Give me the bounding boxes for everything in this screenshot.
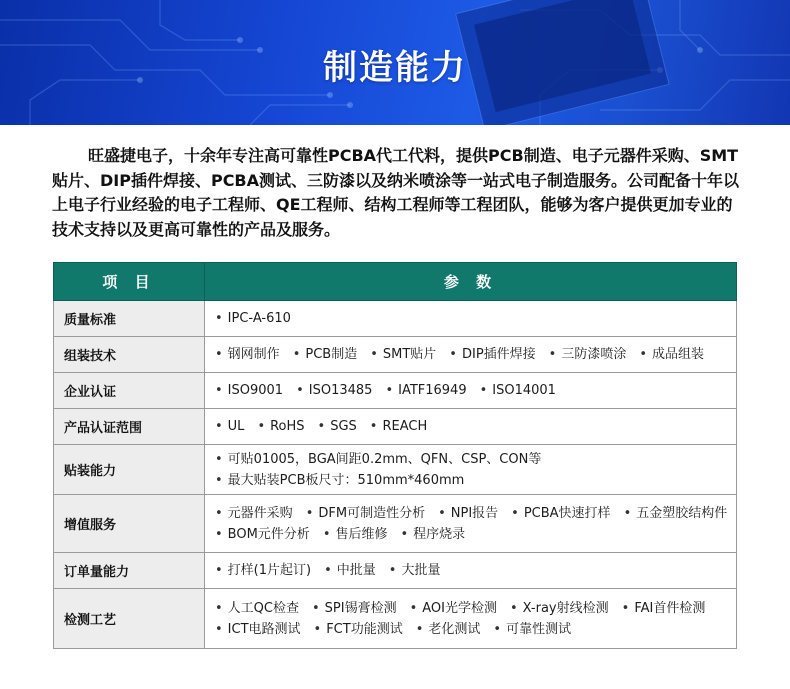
- value-chip: • AOI光学检测: [410, 601, 497, 616]
- value-chip: • FCT功能测试: [314, 622, 403, 637]
- value-line: [215, 416, 736, 437]
- value-chip: • 可靠性测试: [493, 622, 571, 637]
- table-row: [54, 337, 737, 373]
- value-chip: • SMT贴片: [370, 347, 436, 362]
- row-values: [205, 337, 737, 373]
- table-header-row: [54, 263, 737, 301]
- table-row: [54, 373, 737, 409]
- value-chip: • 程序烧录: [401, 527, 466, 542]
- value-line: [215, 524, 736, 545]
- row-label: 组装技术: [54, 337, 205, 373]
- value-chip: • 大批量: [389, 563, 441, 578]
- row-label: 企业认证: [54, 373, 205, 409]
- header-banner: [0, 0, 790, 125]
- intro-paragraph: [52, 144, 742, 242]
- value-chip: • PCB制造: [293, 347, 358, 362]
- value-line: [215, 308, 736, 329]
- value-chip: • ISO14001: [480, 383, 556, 398]
- value-line: [215, 619, 736, 640]
- value-chip: • 钢网制作: [215, 347, 280, 362]
- value-chip: • 元器件采购: [215, 506, 293, 521]
- header-param: 参 数: [205, 263, 737, 301]
- value-chip: • UL: [215, 419, 244, 434]
- row-label: 产品认证范围: [54, 409, 205, 445]
- value-chip: • IPC-A-610: [215, 311, 291, 326]
- row-label: 检测工艺: [54, 589, 205, 649]
- value-chip: • 成品组装: [639, 347, 704, 362]
- value-chip: • ICT电路测试: [215, 622, 301, 637]
- row-values: [205, 409, 737, 445]
- value-chip: • 打样(1片起订): [215, 563, 311, 578]
- value-line: [215, 344, 736, 365]
- value-chip: • DFM可制造性分析: [306, 506, 425, 521]
- value-chip: • X-ray射线检测: [510, 601, 609, 616]
- value-chip: • IATF16949: [385, 383, 466, 398]
- value-chip: • 五金塑胶结构件: [624, 506, 728, 521]
- value-chip: • ISO9001: [215, 383, 283, 398]
- table-row: [54, 409, 737, 445]
- value-line: [215, 380, 736, 401]
- row-label: 增值服务: [54, 495, 205, 553]
- row-values: [205, 445, 737, 495]
- row-values: [205, 589, 737, 649]
- table-row: [54, 495, 737, 553]
- row-values: [205, 373, 737, 409]
- value-chip: • SPI锡膏检测: [312, 601, 397, 616]
- row-values: [205, 495, 737, 553]
- table-row: [54, 589, 737, 649]
- value-line: [215, 470, 736, 491]
- table-body: [54, 301, 737, 649]
- value-chip: • REACH: [370, 419, 427, 434]
- row-label: 订单量能力: [54, 553, 205, 589]
- banner-title: 制造能力: [323, 48, 467, 88]
- row-values: [205, 553, 737, 589]
- value-chip: • 售后维修: [323, 527, 388, 542]
- capability-table: [53, 262, 737, 649]
- value-chip: • 最大贴装PCB板尺寸：510mm*460mm: [215, 473, 464, 488]
- row-values: [205, 301, 737, 337]
- row-label: 贴装能力: [54, 445, 205, 495]
- value-chip: • 三防漆喷涂: [549, 347, 627, 362]
- header-item: 项 目: [54, 263, 205, 301]
- value-chip: • FAI首件检测: [622, 601, 706, 616]
- value-chip: • RoHS: [257, 419, 304, 434]
- value-line: [215, 503, 736, 524]
- value-chip: • BOM元件分析: [215, 527, 310, 542]
- value-chip: • NPI报告: [438, 506, 498, 521]
- value-chip: • 人工QC检查: [215, 601, 299, 616]
- value-line: [215, 449, 736, 470]
- value-chip: • ISO13485: [296, 383, 372, 398]
- value-line: [215, 560, 736, 581]
- table-row: [54, 445, 737, 495]
- value-chip: • SGS: [318, 419, 357, 434]
- table-row: [54, 301, 737, 337]
- intro-text: 旺盛捷电子，十余年专注高可靠性PCBA代工代料，提供PCB制造、电子元器件采购、SMT贴片、DIP插件焊接、PCBA测试、三防漆以及纳米喷涂等一站式电子制造服务。公司配备十年以上电子行业经验的电子工程师、QE工程师、结构工程师等工程团队，能够为客户提供更加专业的技术支持以及更高可靠性的产品及服务。: [52, 146, 740, 239]
- value-chip: • 老化测试: [416, 622, 481, 637]
- value-chip: • DIP插件焊接: [449, 347, 535, 362]
- table-row: [54, 553, 737, 589]
- value-chip: • PCBA快速打样: [511, 506, 610, 521]
- row-label: 质量标准: [54, 301, 205, 337]
- value-chip: • 可贴01005，BGA间距0.2mm、QFN、CSP、CON等: [215, 452, 541, 467]
- value-line: [215, 598, 736, 619]
- value-chip: • 中批量: [324, 563, 376, 578]
